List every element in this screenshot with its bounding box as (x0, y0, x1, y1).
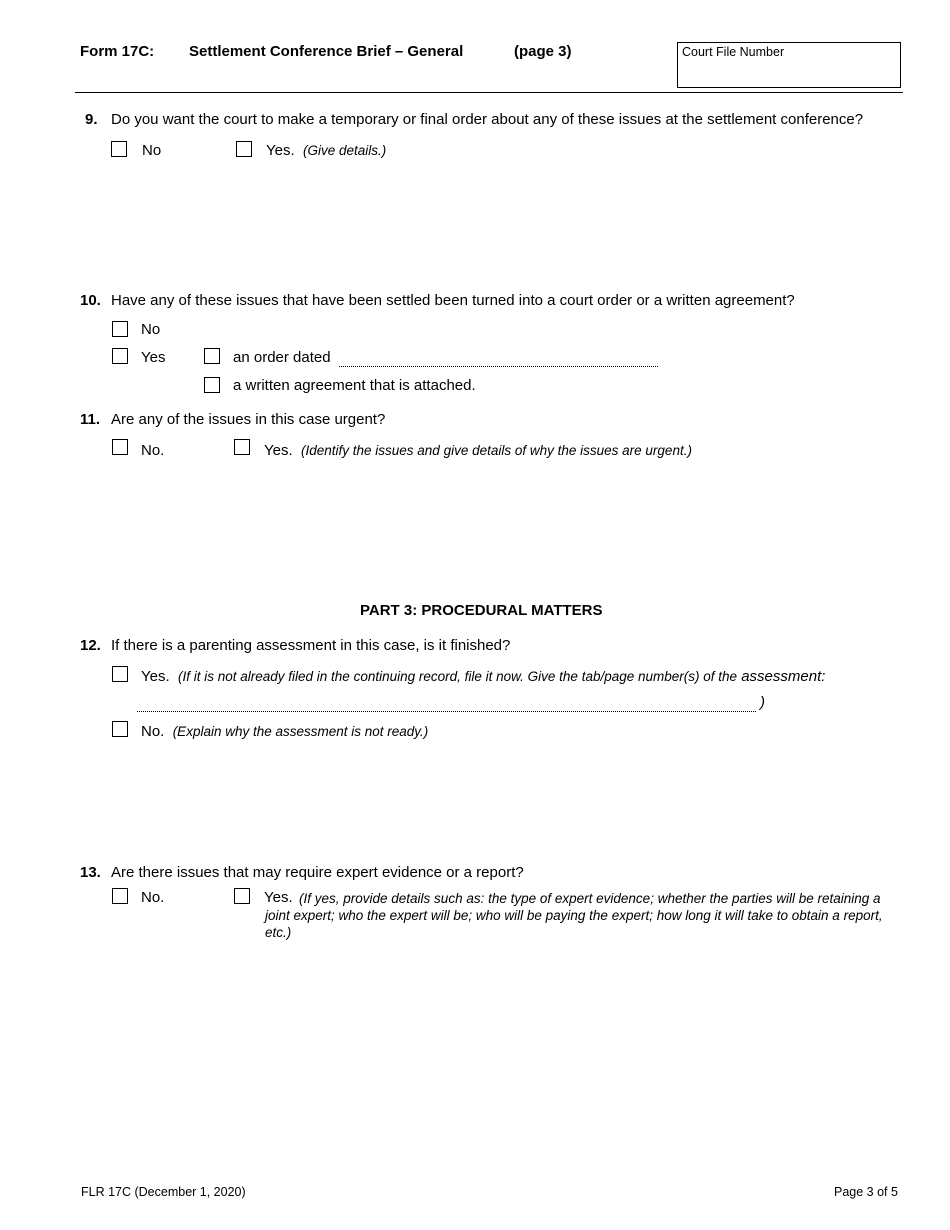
q12-yes-label: Yes. (If it is not already filed in the continuing record, file it now. Give the tab/page number(s) of the assessment: (141, 668, 826, 685)
q11-yes-label: Yes. (Identify the issues and give details of why the issues are urgent.) (264, 442, 692, 459)
q10-order-date-field[interactable] (339, 366, 658, 367)
q10-yes-checkbox[interactable] (112, 348, 128, 364)
footer-form-code: FLR 17C (December 1, 2020) (81, 1185, 246, 1199)
court-file-number-label: Court File Number (682, 45, 785, 59)
q11-yes-checkbox[interactable] (234, 439, 250, 455)
q12-no-checkbox[interactable] (112, 721, 128, 737)
q9-no-label: No (142, 142, 162, 159)
footer-page-number: Page 3 of 5 (834, 1185, 898, 1199)
q13-number: 13. (80, 864, 101, 881)
q12-tab-page-field[interactable] (137, 711, 756, 712)
q12-yes-note-end: assessment: (741, 668, 826, 685)
q10-no-label: No (141, 321, 161, 338)
q9-yes-checkbox[interactable] (236, 141, 252, 157)
q10-yes-label: Yes (141, 349, 166, 366)
part3-heading: PART 3: PROCEDURAL MATTERS (360, 602, 603, 619)
court-file-number-field[interactable] (677, 42, 901, 88)
q12-number: 12. (80, 637, 101, 654)
q10-agreement-label: a written agreement that is attached. (233, 377, 476, 394)
q12-text: If there is a parenting assessment in this case, is it finished? (111, 637, 511, 654)
q10-number: 10. (80, 292, 101, 309)
q12-close-paren: ) (760, 694, 765, 711)
q10-order-label: an order dated (233, 349, 331, 366)
q9-yes-note: (Give details.) (302, 143, 387, 158)
q13-yes-checkbox[interactable] (234, 888, 250, 904)
q11-number: 11. (80, 411, 101, 428)
q13-yes-label: Yes. (264, 889, 293, 906)
q12-no-label: No. (Explain why the assessment is not ready.) (141, 723, 429, 740)
q12-no-note: (Explain why the assessment is not ready.) (172, 724, 429, 739)
q13-no-label: No. (141, 889, 165, 906)
q11-yes-note: (Identify the issues and give details of why the issues are urgent.) (300, 443, 692, 458)
q10-text: Have any of these issues that have been settled been turned into a court order or a written agreement? (111, 292, 795, 309)
q10-no-checkbox[interactable] (112, 321, 128, 337)
q9-no-checkbox[interactable] (111, 141, 127, 157)
q10-order-checkbox[interactable] (204, 348, 220, 364)
q12-yes-note: (If it is not already filed in the continuing record, file it now. Give the tab/page number(s) of the (177, 669, 738, 684)
form-id: Form 17C: (80, 43, 155, 60)
q11-text: Are any of the issues in this case urgent? (111, 411, 386, 428)
q10-agreement-checkbox[interactable] (204, 377, 220, 393)
q13-yes-note: (If yes, provide details such as: the type of expert evidence; whether the parties will be retaining a joint expert; who the expert will be; who will be paying the expert; how long it will take to obtain a report, etc.) (265, 891, 883, 940)
header-divider (75, 92, 903, 93)
q11-no-checkbox[interactable] (112, 439, 128, 455)
form-title: Settlement Conference Brief – General (189, 43, 464, 60)
q9-text: Do you want the court to make a temporary or final order about any of these issues at the settlement conference? (111, 111, 864, 128)
q9-number: 9. (85, 111, 98, 128)
q11-no-label: No. (141, 442, 165, 459)
q12-yes-checkbox[interactable] (112, 666, 128, 682)
q9-yes-label: Yes. (Give details.) (266, 142, 387, 159)
page-reference: (page 3) (514, 43, 572, 60)
q13-text: Are there issues that may require expert evidence or a report? (111, 864, 524, 881)
q13-no-checkbox[interactable] (112, 888, 128, 904)
